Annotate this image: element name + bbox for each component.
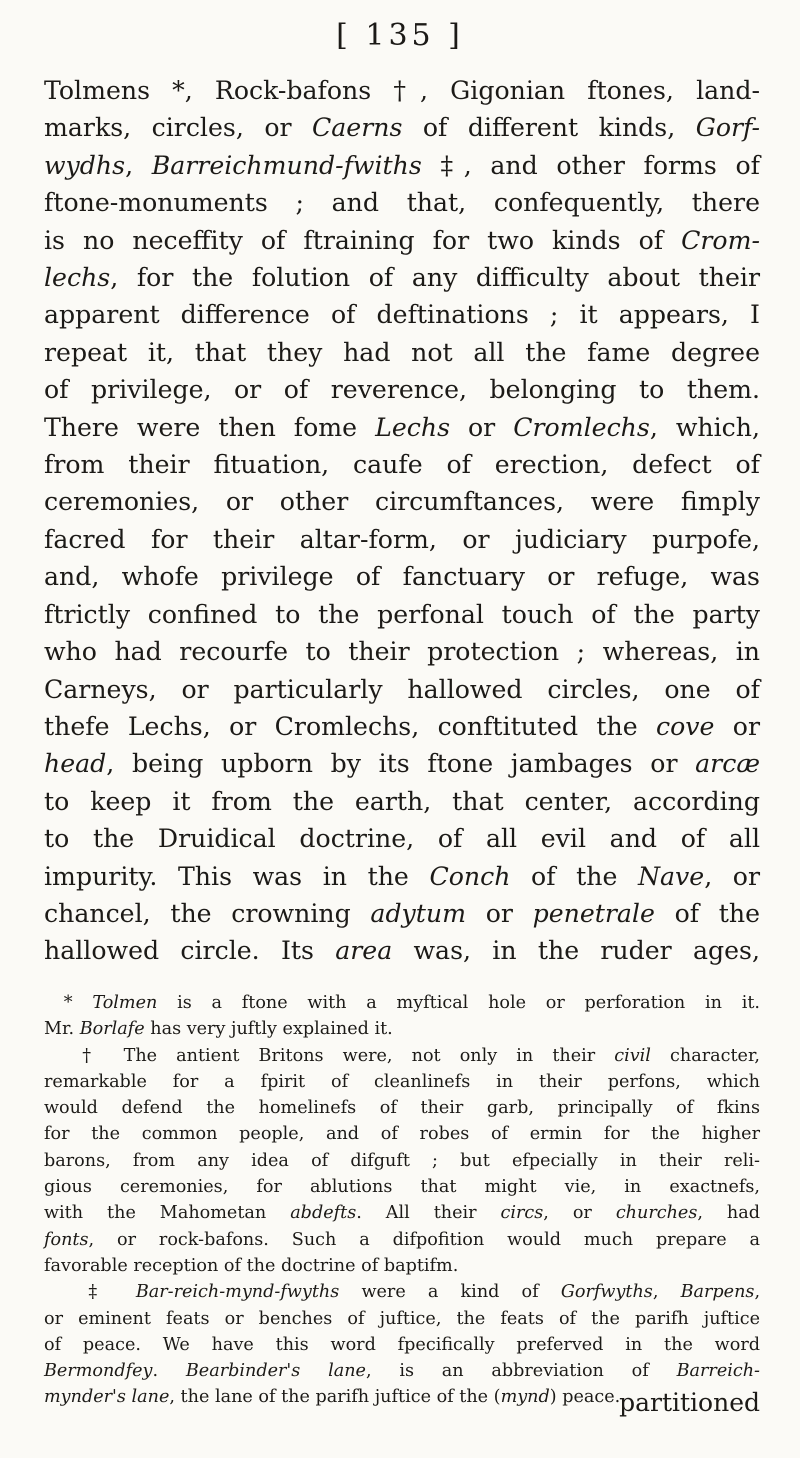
text-segment: of the xyxy=(654,898,760,928)
italic-term: Gorf- xyxy=(695,113,760,143)
text-line xyxy=(44,446,760,483)
text-segment: thefe Lechs, or Cromlechs, conftituted the xyxy=(44,711,657,741)
text-line xyxy=(44,222,760,259)
text-segment: apparent difference of deftinations ; it appears, I xyxy=(44,300,760,330)
text-line xyxy=(44,296,760,333)
footnote-line: of peace. We have this word fpecifically preferved in the word xyxy=(44,1334,760,1355)
text-line xyxy=(44,932,760,969)
text-segment: marks, circles, or xyxy=(44,113,313,143)
text-segment: ) peace. xyxy=(549,1387,621,1408)
text-segment: , or rock-bafons. Such a difpofition would much prepare a xyxy=(88,1229,760,1250)
text-segment: , xyxy=(125,150,152,180)
italic-term: mynd xyxy=(500,1387,550,1408)
text-line xyxy=(44,858,760,895)
text-segment: Carneys, or particularly hallowed circles, one of xyxy=(44,674,760,704)
italic-term: Borlafe xyxy=(79,1019,145,1040)
italic-term: head xyxy=(44,749,107,779)
text-segment: to the Druidical doctrine, of all evil and of all xyxy=(44,824,760,854)
italic-term: Lechs xyxy=(375,412,450,442)
text-line xyxy=(44,259,760,296)
text-line xyxy=(44,596,760,633)
text-segment: , xyxy=(652,1282,681,1303)
italic-term: lechs xyxy=(44,263,111,293)
text-line xyxy=(44,895,760,932)
text-line xyxy=(44,371,760,408)
italic-term: abdefts xyxy=(290,1203,357,1224)
footnote-line: favorable reception of the doctrine of baptifm. xyxy=(44,1255,459,1276)
italic-term: Gorfwyths xyxy=(560,1282,653,1303)
text-segment: character, xyxy=(650,1045,761,1066)
text-segment: repeat it, that they had not all the fame degree xyxy=(44,337,760,367)
text-line xyxy=(44,783,760,820)
italic-term: Caerns xyxy=(312,113,403,143)
footnotes xyxy=(44,990,760,1411)
italic-term: Conch xyxy=(429,861,511,891)
italic-term: Barpens xyxy=(680,1282,755,1303)
footnote-line: remarkable for a fpirit of cleanlinefs in their perfons, which xyxy=(44,1071,760,1092)
text-segment: is a ftone with a myftical hole or perforation in it. xyxy=(157,993,761,1013)
footnote-line: gious ceremonies, for ablutions that might vie, in exactnefs, xyxy=(44,1177,760,1198)
text-segment: who had recourfe to their protection ; whereas, in xyxy=(44,637,760,667)
footnote-line xyxy=(44,1016,760,1042)
text-line xyxy=(44,72,760,109)
page-number: [ 135 ] xyxy=(336,18,464,53)
italic-term: cove xyxy=(656,711,715,741)
text-segment: ftrictly confined to the perfonal touch of the party xyxy=(44,599,760,629)
text-segment: of privilege, or of reverence, belonging to them. xyxy=(44,375,760,405)
text-segment: , which, xyxy=(649,412,761,442)
text-segment: The antient Britons were, not only in their xyxy=(123,1045,615,1066)
footnote-line xyxy=(44,1279,760,1305)
italic-term: Bar-reich-mynd-fwyths xyxy=(135,1282,340,1303)
text-segment: to keep it from the earth, that center, according xyxy=(44,786,760,816)
text-segment: There were then fome xyxy=(44,412,376,442)
text-segment: , xyxy=(754,1282,761,1303)
text-line xyxy=(44,671,760,708)
text-segment: was, in the ruder ages, xyxy=(392,936,760,966)
footnote-line xyxy=(44,1043,760,1069)
text-segment: or xyxy=(466,898,533,928)
italic-term: area xyxy=(335,936,393,966)
italic-term: wydhs xyxy=(44,150,126,180)
text-line xyxy=(44,184,760,221)
italic-term: Barreich- xyxy=(676,1361,760,1382)
text-segment: ‡, and other forms of xyxy=(421,150,760,180)
text-segment: of different kinds, xyxy=(402,113,696,143)
footnote-line xyxy=(44,990,760,1016)
text-segment: , or xyxy=(704,861,760,891)
text-segment: chancel, the crowning xyxy=(44,898,371,928)
italic-term: Cromlechs xyxy=(513,412,650,442)
footnote-line: would defend the homelinefs of their garb, principally of fkins xyxy=(44,1098,760,1119)
text-line xyxy=(44,745,760,782)
italic-term: mynder's lane xyxy=(44,1387,170,1408)
italic-term: Tolmen xyxy=(92,993,158,1013)
italic-term: Crom- xyxy=(681,225,760,255)
text-line xyxy=(44,708,760,745)
text-line xyxy=(44,633,760,670)
text-segment: , or xyxy=(543,1203,616,1224)
text-line xyxy=(44,483,760,520)
italic-term: Bermondfey xyxy=(44,1361,153,1382)
footnote-line xyxy=(44,1227,760,1253)
text-segment: or xyxy=(450,412,514,442)
text-segment: and, whofe privilege of fanctuary or refuge, was xyxy=(44,562,760,592)
text-segment: with the Mahometan xyxy=(44,1203,291,1224)
text-segment: impurity. This was in the xyxy=(44,861,430,891)
text-segment: is no neceffity of ftraining for two kinds of xyxy=(44,225,682,255)
italic-term: adytum xyxy=(370,898,467,928)
footnote-line: barons, from any idea of difguft ; but efpecially in their reli- xyxy=(44,1150,760,1171)
italic-term: circs xyxy=(500,1203,544,1224)
footnote-line: for the common people, and of robes of ermin for the higher xyxy=(44,1124,760,1145)
text-segment: or xyxy=(714,711,760,741)
text-segment: ftone-monuments ; and that, confequently, there xyxy=(44,188,760,218)
text-line xyxy=(44,521,760,558)
text-segment: , had xyxy=(697,1203,761,1224)
text-segment: Mr. xyxy=(44,1019,80,1040)
text-segment: hallowed circle. Its xyxy=(44,936,336,966)
main-text xyxy=(44,72,760,970)
footnote-mark: † xyxy=(82,1045,105,1066)
footnote-mark: * xyxy=(63,993,73,1013)
text-segment: , for the folution of any difficulty about their xyxy=(110,263,760,293)
text-segment: Tolmens *, Rock-bafons †, Gigonian ftones, land- xyxy=(44,76,760,105)
text-line xyxy=(44,109,760,146)
italic-term: Barreichmund-fwiths xyxy=(151,150,422,180)
text-line xyxy=(44,334,760,371)
text-segment: of the xyxy=(510,861,638,891)
footnote-line xyxy=(44,1200,760,1226)
text-segment: ceremonies, or other circumftances, were fimply xyxy=(44,487,760,517)
footnote-line xyxy=(44,1358,760,1384)
text-segment: . xyxy=(152,1361,186,1382)
catchword: partitioned xyxy=(619,1388,760,1417)
text-line xyxy=(44,820,760,857)
text-segment: were a kind of xyxy=(339,1282,561,1303)
text-segment: facred for their altar-form, or judiciary purpofe, xyxy=(44,524,760,554)
text-segment: , the lane of the parifh juftice of the ( xyxy=(169,1387,501,1408)
text-line xyxy=(44,558,760,595)
text-segment: , being upborn by its ftone jambages or xyxy=(106,749,696,779)
text-line xyxy=(44,409,760,446)
italic-term: Bearbinder's lane xyxy=(185,1361,366,1382)
italic-term: arcæ xyxy=(695,749,760,779)
italic-term: civil xyxy=(614,1045,651,1066)
text-line xyxy=(44,147,760,184)
italic-term: churches xyxy=(615,1203,698,1224)
text-segment: from their fituation, caufe of erection, defect of xyxy=(44,450,760,480)
italic-term: Nave xyxy=(637,861,705,891)
footnote-mark: ‡ xyxy=(88,1282,114,1303)
italic-term: fonts xyxy=(44,1229,89,1250)
text-segment: has very juftly explained it. xyxy=(144,1019,393,1040)
italic-term: penetrale xyxy=(532,898,655,928)
text-segment: , is an abbreviation of xyxy=(365,1361,677,1382)
footnote-line: or eminent feats or benches of juftice, the feats of the parifh juftice xyxy=(44,1308,760,1329)
text-segment: . All their xyxy=(356,1203,501,1224)
